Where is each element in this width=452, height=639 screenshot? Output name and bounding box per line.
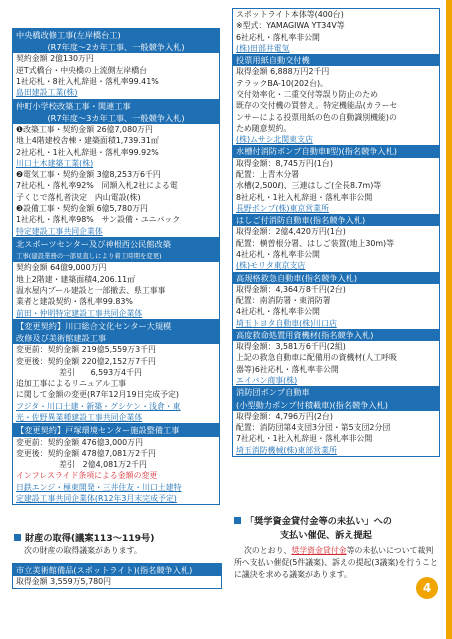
section-heading-text: 「奨学資金貸付金等の未払い」への: [245, 516, 392, 527]
block-header-sub: (R7年度〜3カ年工事、一般競争入札): [13, 112, 219, 124]
block-line: 変更後：契約金額 220億2,152万7千円: [16, 356, 156, 366]
block-line: 配置：上青木分署: [236, 169, 300, 179]
block-line: 業者と建設契約・落札率99.83%: [16, 297, 133, 307]
block-line: ❶改築工事・契約金額 26億7,080万円: [16, 125, 153, 134]
block-line: 取得金額：3,581万6千円(2組): [236, 342, 346, 352]
block-header-life-support: 高度救命処置用資機材(指名競争入札): [233, 329, 439, 341]
section-heading-scholarship: [234, 513, 392, 527]
block-line: ※型式：YAMAGIWA YT34V等: [236, 21, 345, 31]
block-header-ambulance: 高規格救急自動車(指名競争入札): [233, 272, 439, 284]
contractor-name: 川口土木建築工業(株): [16, 158, 94, 168]
property-blocks-continued: [232, 8, 440, 457]
vendor-name: (株)田部井電気: [236, 43, 290, 53]
block-line: 取得金額：4,796万円(2台): [236, 411, 333, 421]
block-line: 地上4階建校舎棟・建築面積1,739.31㎡: [16, 136, 159, 146]
block-line: テラックBA-10(202台)。: [236, 78, 328, 88]
block-line: 逆T式橋台・中央橋の上流側左岸橋台: [16, 65, 148, 75]
block-line: 変更後：契約金額 478億7,081万2千円: [16, 448, 156, 458]
block-header-ballot-machine: 投票用紙自動交付機: [233, 54, 439, 66]
vendor-name: (株)モリタ東京支店: [236, 261, 306, 271]
section-intro: 次の財産の取得議案があります。: [24, 546, 142, 555]
vendor-name: エイバン商事(株): [236, 376, 298, 386]
contractor-name: 定建設工事共同企業体(R12年3月末完成予定): [16, 494, 177, 504]
block-header: 【変更契約】川口総合文化センター大規模: [13, 320, 219, 332]
block-line: 交付効率化・二重交付等誤り防止のため: [236, 89, 379, 99]
para-prefix: 次のとおり、: [244, 546, 292, 555]
block-header-ladder-truck: はしご付消防自動車(指名競争入札): [233, 214, 439, 226]
block-line: 取得金額 6,888万円2千円: [236, 67, 330, 77]
side-edge-tab: [446, 0, 452, 639]
section-heading-text-2: 支払い催促、訴え提起: [280, 530, 372, 541]
block-line: 差引 6,593万4千円: [59, 367, 142, 377]
block-line: 取得金額：8,745万円(1台): [236, 158, 333, 168]
block-line: 変更前：契約金額 476億3,000万円: [16, 437, 143, 447]
page-number: 4: [416, 577, 438, 599]
block-line: 8社応札・1社入札辞退・落札率非公開: [236, 192, 373, 202]
scholarship-term: 奨学資金貸付金: [291, 546, 347, 555]
block-line: 4社応札・落札率非公開: [236, 307, 320, 317]
block-line: 7社応札・落札率92% 同額入札2社による電: [16, 181, 178, 191]
block-header: 【変更契約】戸塚環境センター施設整備工事: [13, 424, 219, 436]
vendor-name: (株)ムサシ北関東支店: [236, 135, 313, 145]
block-line: 既存の交付機の買替え。特定機能品(カラーセ: [236, 101, 398, 111]
block-header-sub: (小型動力ポンプ付積載車)(指名競争入札): [233, 399, 439, 411]
contractor-name: 島田建設工業(株): [16, 88, 78, 98]
square-bullet-icon: [14, 534, 21, 541]
contractor-name: 特定建設工事共同企業体: [16, 226, 103, 236]
right-column: [232, 0, 440, 457]
vendor-name: 埼玉トヨタ自動車(株)川口店: [236, 318, 337, 328]
block-line: 変更前：契約金額 219億5,559万3千円: [16, 345, 156, 355]
left-column: [12, 0, 220, 505]
block-header-sub: 工事(建設業務の一部見直しにより着工時期を変更): [13, 250, 219, 262]
block-line: ンサーによる投票用紙の色の自動識別機能)の: [236, 112, 397, 122]
block-line: 上記の救急自動車に配備用の資機材(人工呼吸: [236, 353, 397, 363]
contractor-name: 日鉄エンジ・極東開発・三井住友・川口土建特: [16, 482, 182, 492]
block-header-sub: (R7年度〜2カ年工事、一般競争入札): [13, 41, 219, 53]
block-header: 仲町小学校改築工事・関連工事: [13, 100, 219, 112]
contract-block-totsuka: [12, 424, 220, 505]
property-block-museum: [12, 563, 222, 589]
block-line: スポットライト本体等(400台): [236, 10, 344, 19]
block-line: インフレスライド条項による金額の変更: [16, 471, 158, 481]
block-line: 地上2階建・建築面積4,206.11㎡: [16, 274, 136, 284]
block-line: 取得金額：4,364万8千円(2台): [236, 284, 346, 294]
scholarship-paragraph: [234, 545, 438, 581]
contract-block-chuo-bridge: [12, 28, 220, 100]
block-line: に関して金額の変更(R7年12月19日完成予定): [16, 390, 179, 400]
block-line: 7社応札・1社入札辞退・落札率非公開: [236, 434, 373, 444]
contractor-name: 光・佐野異業種建設工事共同企業体: [16, 413, 143, 423]
block-line: 配置：横曽根分署、はしご装置(地上30m)等: [236, 238, 395, 248]
contract-block-culture-center: [12, 320, 220, 424]
block-header: 北スポーツセンター及び神根西公民館改築: [13, 238, 219, 250]
block-line: 子くじで落札者決定 内山電設(株): [16, 192, 141, 202]
vendor-name: 長野ポンプ(株)東京営業所: [236, 203, 329, 213]
block-line: 6社応札・落札率非公開: [236, 32, 320, 42]
square-bullet-icon: [234, 517, 241, 524]
block-line: ため随意契約。: [236, 123, 292, 133]
block-line: 契約金額 2億130万円: [16, 54, 94, 64]
block-line: 1社応札・8社入札辞退・落札率99.41%: [16, 77, 159, 86]
section-heading-property: [14, 530, 154, 544]
block-line: 2社応札・1社入札辞退・落札率99.92%: [16, 147, 159, 157]
contract-block-kita-sports: [12, 238, 220, 320]
block-line: 温水屋内プール建設と一部撤去、県工事事: [16, 285, 166, 295]
para-rest: 等の未払いについて裁判所へ支払い催促(5件議案)、訴えの提起(3議案)を行うことに議決を求める議案があります。: [234, 546, 438, 579]
block-line: 水槽(2,500ℓ)、三連はしご(全長8.7m)等: [236, 181, 382, 191]
block-line: 配置：消防団第4支団3分団・第5支団2分団: [236, 423, 391, 433]
block-header-pump-truck: 水槽付消防ポンプ自動車Ⅱ型)(指名競争入札): [233, 145, 439, 157]
block-line: ❸設備工事・契約金額 6億5,780万円: [16, 204, 148, 214]
contract-block-nakacho-school: [12, 100, 220, 238]
contractor-name: 前田・仲明特定建設工事共同企業体: [16, 308, 143, 318]
block-line: 器等)6社応札・落札率非公開: [236, 364, 339, 374]
block-line: 1社応札・落札率98% サン設備・ユニバック: [16, 215, 181, 225]
block-line: 契約金額 64億9,000万円: [16, 263, 107, 273]
block-header-fire-brigade-truck: 消防団ポンプ自動車: [233, 386, 439, 398]
block-line: 配置：南消防署・東消防署: [236, 296, 331, 306]
section-heading-text: 財産の取得(議案113〜119号): [25, 533, 155, 544]
block-line: 追加工事によるリニュアル工事: [16, 379, 126, 389]
block-line: 差引 2億4,081万2千円: [59, 460, 147, 470]
block-header: 中央橋改修工事(左岸橋台工): [13, 29, 219, 41]
vendor-name: 埼玉消防機械(株)東部営業所: [236, 445, 337, 455]
block-header: 市立美術館備品(スポットライト)(指名競争入札): [13, 564, 221, 576]
block-line: 4社応札・落札率非公開: [236, 249, 320, 259]
contractor-name: フジタ・川口土建・新築・グシケン・浅倉・東: [16, 401, 181, 411]
block-line: 取得金額：2億4,420万円(1台): [236, 227, 346, 237]
block-line: ❷電気工事・契約金額 3億8,253万6千円: [16, 170, 161, 180]
block-line: 取得金額 3,559万5,780円: [16, 577, 112, 587]
block-header-sub: 改修及び美術館建設工事: [13, 332, 219, 344]
